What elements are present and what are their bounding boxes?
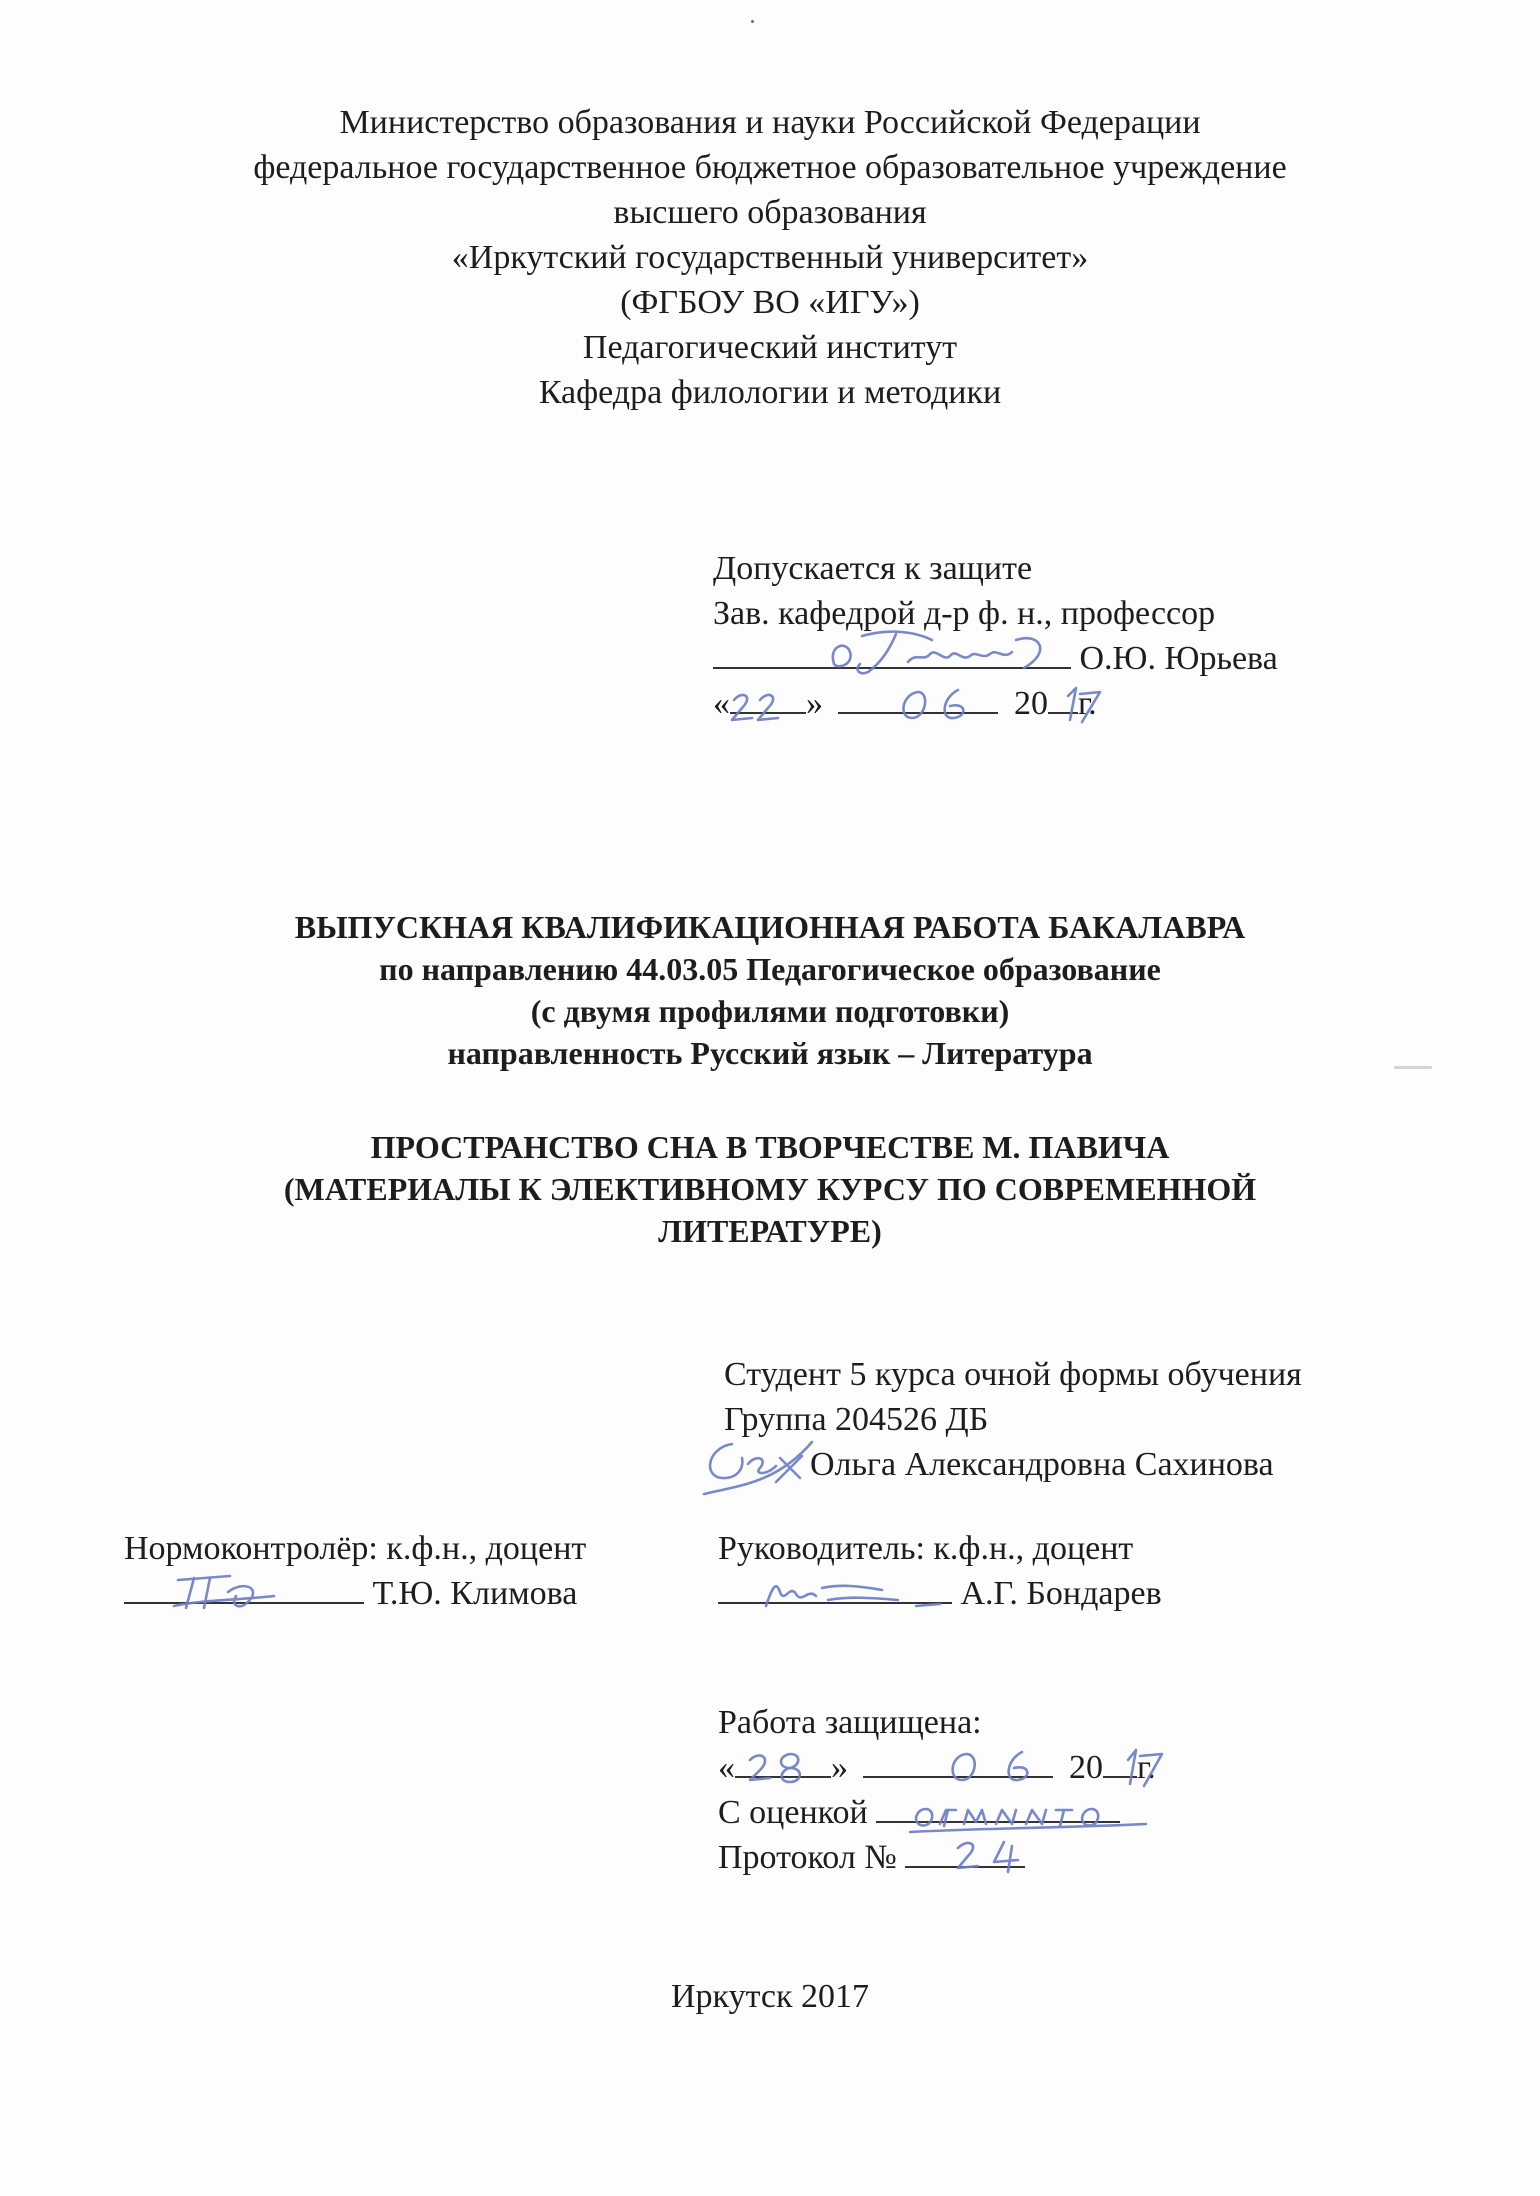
work-type: ВЫПУСКНАЯ КВАЛИФИКАЦИОННАЯ РАБОТА БАКАЛАВРА <box>294 909 1246 945</box>
topic-line: ПРОСТРАНСТВО СНА В ТВОРЧЕСТВЕ М. ПАВИЧА <box>370 1129 1170 1165</box>
student-group: Группа 204526 ДБ <box>724 1401 989 1438</box>
protocol-label: Протокол № <box>718 1839 897 1876</box>
supervisor-signature-line <box>718 1571 1162 1616</box>
thesis-topic <box>0 1126 1540 1252</box>
day-underline <box>730 682 806 714</box>
profiles: (с двумя профилями подготовки) <box>530 993 1010 1029</box>
defense-block <box>718 1700 1156 1880</box>
supervisor-title: Руководитель: к.ф.н., доцент <box>718 1530 1134 1567</box>
grade-underline <box>876 1791 1120 1823</box>
student-name: Ольга Александровна Сахинова <box>810 1446 1274 1483</box>
signature-underline <box>124 1572 364 1604</box>
university-name: «Иркутский государственный университет» <box>451 239 1089 276</box>
institution-type-line: федеральное государственное бюджетное образовательное учреждение <box>253 149 1287 186</box>
education-level-line: высшего образования <box>613 194 927 231</box>
day-underline <box>735 1746 831 1778</box>
supervisor-block <box>718 1526 1162 1616</box>
month-underline <box>863 1746 1053 1778</box>
year-underline <box>1048 682 1078 714</box>
head-signature-line <box>713 636 1278 681</box>
department-name: Кафедра филологии и методики <box>538 374 1002 411</box>
institution-header <box>0 100 1540 415</box>
student-course: Студент 5 курса очной формы обучения <box>724 1356 1302 1393</box>
year-prefix: 20 <box>1014 685 1048 722</box>
signature-underline <box>713 637 1071 669</box>
approval-block <box>713 546 1278 726</box>
city-year: Иркутск 2017 <box>671 1978 869 2015</box>
direction: по направлению 44.03.05 Педагогическое образование <box>379 951 1161 987</box>
norm-controller-name: Т.Ю. Климова <box>372 1575 578 1612</box>
supervisor-name: А.Г. Бондарев <box>960 1575 1162 1612</box>
year-prefix: 20 <box>1069 1749 1103 1786</box>
work-type-block <box>0 906 1540 1074</box>
protocol-underline <box>905 1836 1025 1868</box>
norm-controller-block <box>124 1526 586 1616</box>
grade-label: С оценкой <box>718 1794 868 1831</box>
topic-line: ЛИТЕРАТУРЕ) <box>658 1213 882 1249</box>
scan-speck <box>751 20 754 23</box>
norm-controller-signature-line <box>124 1571 586 1616</box>
signature-underline <box>718 1572 952 1604</box>
protocol-line <box>718 1835 1156 1880</box>
defense-date-line: « » 20 г. <box>718 1745 1156 1790</box>
year-suffix: г. <box>1078 685 1097 722</box>
year-underline <box>1103 1746 1137 1778</box>
orientation: направленность Русский язык – Литература <box>447 1035 1093 1071</box>
student-block <box>724 1352 1302 1487</box>
year-suffix: г. <box>1137 1749 1156 1786</box>
student-name-line <box>724 1442 1302 1487</box>
norm-controller-title: Нормоконтролёр: к.ф.н., доцент <box>124 1530 587 1567</box>
head-name: О.Ю. Юрьева <box>1079 640 1278 677</box>
university-abbreviation: (ФГБОУ ВО «ИГУ») <box>620 284 920 321</box>
grade-line <box>718 1790 1156 1835</box>
head-title: Зав. кафедрой д-р ф. н., профессор <box>713 595 1216 632</box>
approval-date-line: « » 20 г. <box>713 681 1278 726</box>
topic-line: (МАТЕРИАЛЫ К ЭЛЕКТИВНОМУ КУРСУ ПО СОВРЕМЕННОЙ <box>283 1171 1257 1207</box>
month-underline <box>838 682 998 714</box>
defended-label: Работа защищена: <box>718 1704 982 1741</box>
institute-name: Педагогический институт <box>582 329 958 366</box>
admitted-label: Допускается к защите <box>713 550 1033 587</box>
ministry-line: Министерство образования и науки Российской Федерации <box>339 104 1201 141</box>
